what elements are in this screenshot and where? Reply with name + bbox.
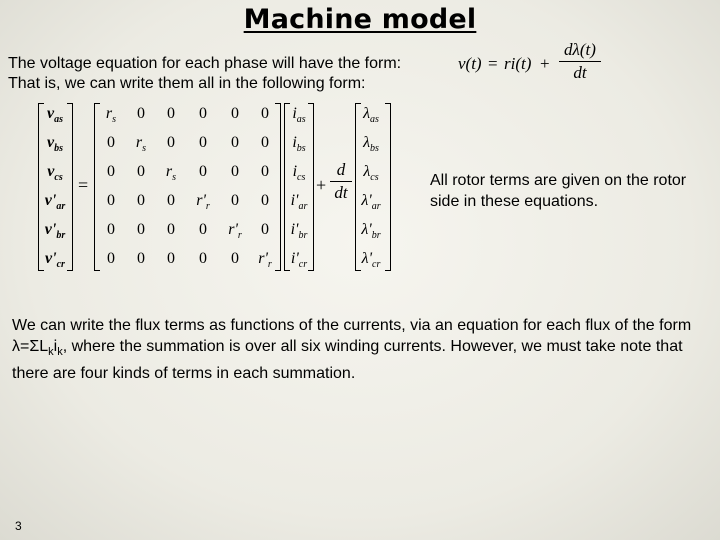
- current-vector-entry: $i_{as}$: [292, 105, 306, 126]
- resistance-matrix-entry: 0: [107, 134, 115, 151]
- resistance-matrix-entry: 0: [261, 105, 269, 122]
- r-matrix-bracket-right: [275, 103, 281, 271]
- matrix-plus: +: [316, 175, 327, 195]
- voltage-vector-entry: $v_{cs}$: [47, 163, 63, 184]
- resistance-matrix-entry: 0: [107, 192, 115, 209]
- eq-equals: =: [488, 54, 498, 73]
- resistance-matrix-entry: 0: [137, 192, 145, 209]
- resistance-matrix-entry: 0: [199, 221, 207, 238]
- flux-vector-entry: $\lambda'_{cr}$: [361, 250, 381, 271]
- d-dt-operator: [330, 160, 352, 203]
- resistance-matrix-entry: 0: [167, 250, 175, 267]
- d-bar: [330, 181, 352, 182]
- flux-vector-entry: $\lambda_{as}$: [363, 105, 379, 126]
- d-denominator: dt: [334, 183, 348, 202]
- resistance-matrix-entry: 0: [137, 221, 145, 238]
- resistance-matrix-entry: 0: [107, 221, 115, 238]
- rotor-side-note: All rotor terms are given on the rotor side in these equations.: [430, 172, 687, 210]
- resistance-matrix-entry: 0: [261, 134, 269, 151]
- eq-derivative-fraction: [557, 40, 603, 83]
- lambda-vector-bracket-right: [385, 103, 391, 271]
- resistance-matrix-entry: 0: [107, 163, 115, 180]
- resistance-matrix-entry: $r'_r$: [196, 192, 210, 213]
- flux-vector-entry: $\lambda_{bs}$: [363, 134, 379, 155]
- intro-line-1: The voltage equation for each phase will have the form:: [8, 55, 402, 72]
- resistance-matrix-entry: 0: [167, 192, 175, 209]
- eq-plus: +: [540, 54, 550, 73]
- resistance-matrix-entry: $r_s$: [105, 105, 117, 126]
- resistance-matrix-entry: 0: [199, 163, 207, 180]
- intro-line-2: That is, we can write them all in the following form:: [8, 75, 366, 92]
- voltage-vector-entry: $v_{as}$: [46, 105, 63, 126]
- resistance-matrix-entry: 0: [107, 250, 115, 267]
- voltage-vector-entry: $v'_{cr}$: [45, 250, 65, 271]
- flux-vector-entry: $\lambda'_{br}$: [361, 221, 381, 242]
- page-number: 3: [15, 519, 22, 533]
- current-vector-entry: $i_{bs}$: [292, 134, 306, 155]
- resistance-matrix-entry: 0: [261, 163, 269, 180]
- resistance-matrix-entry: $r_s$: [135, 134, 147, 155]
- slide-title: Machine model: [243, 4, 477, 35]
- voltage-vector-entry: $v'_{ar}$: [44, 192, 66, 213]
- frac-numerator: dλ(t): [564, 40, 596, 59]
- frac-bar: [559, 61, 601, 62]
- current-vector-entry: $i'_{cr}$: [290, 250, 308, 271]
- d-numerator: d: [336, 160, 346, 179]
- resistance-matrix-entry: $r_s$: [165, 163, 177, 184]
- frac-denominator: dt: [573, 63, 587, 82]
- resistance-matrix-entry: 0: [167, 221, 175, 238]
- voltage-vector-entry: $v_{bs}$: [46, 134, 63, 155]
- resistance-matrix-entry: 0: [199, 105, 207, 122]
- flux-vector-entry: $\lambda_{cs}$: [363, 163, 379, 184]
- eq-lhs: v(t): [458, 54, 482, 73]
- resistance-matrix-entry: 0: [137, 163, 145, 180]
- resistance-matrix-entry: 0: [167, 134, 175, 151]
- flux-vector-entry: $\lambda'_{ar}$: [361, 192, 381, 213]
- resistance-matrix-entry: 0: [261, 221, 269, 238]
- resistance-matrix-entry: 0: [199, 250, 207, 267]
- resistance-matrix-entry: 0: [199, 134, 207, 151]
- resistance-matrix-entry: 0: [137, 105, 145, 122]
- resistance-matrix-entry: 0: [231, 250, 239, 267]
- resistance-matrix-entry: 0: [231, 163, 239, 180]
- resistance-matrix-entry: $r'_r$: [228, 221, 242, 242]
- eq-ri-term: ri(t): [504, 54, 532, 73]
- current-vector-entry: $i'_{br}$: [290, 221, 308, 242]
- resistance-matrix-entry: $r'_r$: [258, 250, 272, 271]
- current-vector-entry: $i'_{ar}$: [290, 192, 308, 213]
- matrix-equals: =: [78, 175, 89, 195]
- resistance-matrix-entry: 0: [231, 134, 239, 151]
- flux-paragraph: We can write the flux terms as functions of the currents, via an equation for each flux of the form $\lambda=\Sigma L_ki_k$, where the summation is over all six winding currents. However, we must take note that there are four kinds of terms in each summation.: [12, 317, 692, 383]
- voltage-vector-entry: $v'_{br}$: [44, 221, 66, 242]
- resistance-matrix-entry: 0: [167, 105, 175, 122]
- resistance-matrix-entry: 0: [261, 192, 269, 209]
- current-vector-entry: $i_{cs}$: [292, 163, 306, 184]
- resistance-matrix-entry: 0: [231, 192, 239, 209]
- resistance-matrix-entry: 0: [231, 105, 239, 122]
- resistance-matrix-entry: 0: [137, 250, 145, 267]
